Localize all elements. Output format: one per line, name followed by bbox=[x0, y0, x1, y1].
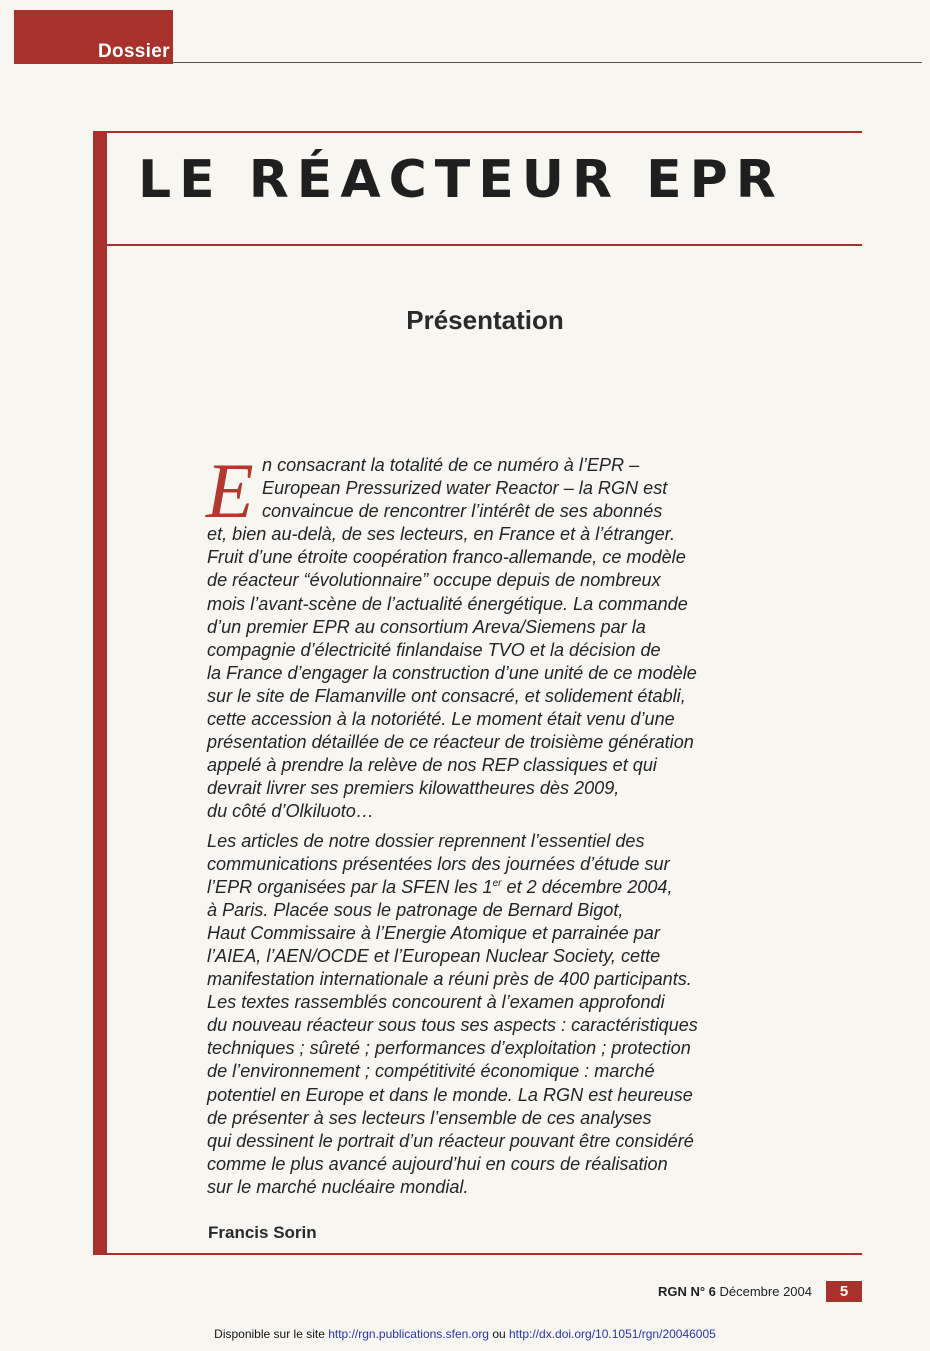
body-line: Fruit d’une étroite coopération franco-allemande, ce modèle bbox=[207, 547, 686, 568]
article-body bbox=[206, 447, 767, 1199]
body-line: de présenter à ses lecteurs l’ensemble de ces analyses bbox=[207, 1107, 652, 1128]
journal-info bbox=[658, 1284, 812, 1299]
body-line: cette accession à la notoriété. Le moment était venu d’une bbox=[207, 709, 675, 730]
body-line: Les textes rassemblés concourent à l’examen approfondi bbox=[207, 992, 665, 1013]
drop-cap: E bbox=[206, 447, 254, 534]
body-text-fragment: et 2 décembre 2004, bbox=[501, 876, 673, 897]
body-line: la France d’engager la construction d’une unité de ce modèle bbox=[207, 662, 697, 683]
paragraph-1 bbox=[206, 447, 767, 824]
body-line: d’un premier EPR au consortium Areva/Siemens par la bbox=[207, 616, 646, 637]
body-line: devrait livrer ses premiers kilowattheures dès 2009, bbox=[207, 778, 620, 799]
body-line: à Paris. Placée sous le patronage de Bernard Bigot, bbox=[207, 899, 624, 920]
body-line: qui dessinent le portrait d’un réacteur pouvant être considéré bbox=[207, 1130, 694, 1151]
body-line-with-superscript bbox=[207, 876, 767, 899]
body-line: l’AIEA, l’AEN/OCDE et l’European Nuclear Society, cette bbox=[207, 945, 661, 966]
rgn-site-link[interactable]: http://rgn.publications.sfen.org bbox=[328, 1327, 489, 1341]
body-line: et, bien au-delà, de ses lecteurs, en France et à l’étranger. bbox=[207, 524, 676, 545]
body-line: techniques ; sûreté ; performances d’exploitation ; protection bbox=[207, 1038, 691, 1059]
article-subtitle: Présentation bbox=[406, 305, 564, 335]
body-line: mois l’avant-scène de l’actualité énergétique. La commande bbox=[207, 593, 688, 614]
left-accent-bar bbox=[93, 131, 107, 1255]
body-line: du nouveau réacteur sous tous ses aspects : caractéristiques bbox=[207, 1015, 698, 1036]
body-line: sur le site de Flamanville ont consacré, et solidement établi, bbox=[207, 685, 686, 706]
title-top-rule bbox=[107, 131, 862, 133]
availability-mid: ou bbox=[488, 1327, 509, 1341]
body-line: Les articles de notre dossier reprennent l’essentiel des bbox=[207, 830, 645, 851]
availability-notice bbox=[0, 1327, 930, 1341]
body-text-fragment: l’EPR organisées par la SFEN les 1 bbox=[207, 876, 493, 897]
doi-link[interactable]: http://dx.doi.org/10.1051/rgn/20046005 bbox=[509, 1327, 716, 1341]
article-title: LE RÉACTEUR EPR bbox=[138, 150, 784, 210]
body-line: sur le marché nucléaire mondial. bbox=[207, 1176, 469, 1197]
body-line: compagnie d’électricité finlandaise TVO et la décision de bbox=[207, 639, 661, 660]
body-line: du côté d’Olkiluoto… bbox=[207, 801, 374, 822]
page-number: 5 bbox=[826, 1281, 862, 1302]
body-line: manifestation internationale a réuni près de 400 participants. bbox=[207, 969, 692, 990]
body-line: de réacteur “évolutionnaire” occupe depuis de nombreux bbox=[207, 570, 661, 591]
journal-issue: RGN N° 6 bbox=[657, 1284, 716, 1299]
superscript: er bbox=[492, 877, 502, 889]
author-name: Francis Sorin bbox=[208, 1223, 317, 1242]
body-line: n consacrant la totalité de ce numéro à l’EPR – bbox=[262, 455, 640, 475]
body-line: appelé à prendre la relève de nos REP classiques et qui bbox=[207, 755, 657, 776]
section-label: Dossier bbox=[98, 41, 170, 62]
availability-prefix: Disponible sur le site bbox=[214, 1327, 329, 1341]
body-line: de l’environnement ; compétitivité économique : marché bbox=[207, 1061, 655, 1082]
paragraph-2 bbox=[207, 830, 767, 1200]
header-rule bbox=[173, 62, 922, 63]
title-bottom-rule bbox=[107, 244, 862, 246]
body-line: potentiel en Europe et dans le monde. La RGN est heureuse bbox=[207, 1084, 693, 1105]
body-line: communications présentées lors des journées d’étude sur bbox=[207, 853, 670, 874]
body-line: European Pressurized water Reactor – la RGN est bbox=[262, 478, 668, 499]
journal-date: Décembre 2004 bbox=[719, 1284, 812, 1299]
footer-rule bbox=[107, 1253, 862, 1255]
section-tab bbox=[14, 10, 173, 64]
body-line: convaincue de rencontrer l’intérêt de ses abonnés bbox=[262, 501, 663, 522]
body-line: présentation détaillée de ce réacteur de troisième génération bbox=[207, 732, 694, 753]
body-line: comme le plus avancé aujourd’hui en cours de réalisation bbox=[207, 1153, 668, 1174]
body-line: Haut Commissaire à l’Energie Atomique et parrainée par bbox=[207, 922, 660, 943]
